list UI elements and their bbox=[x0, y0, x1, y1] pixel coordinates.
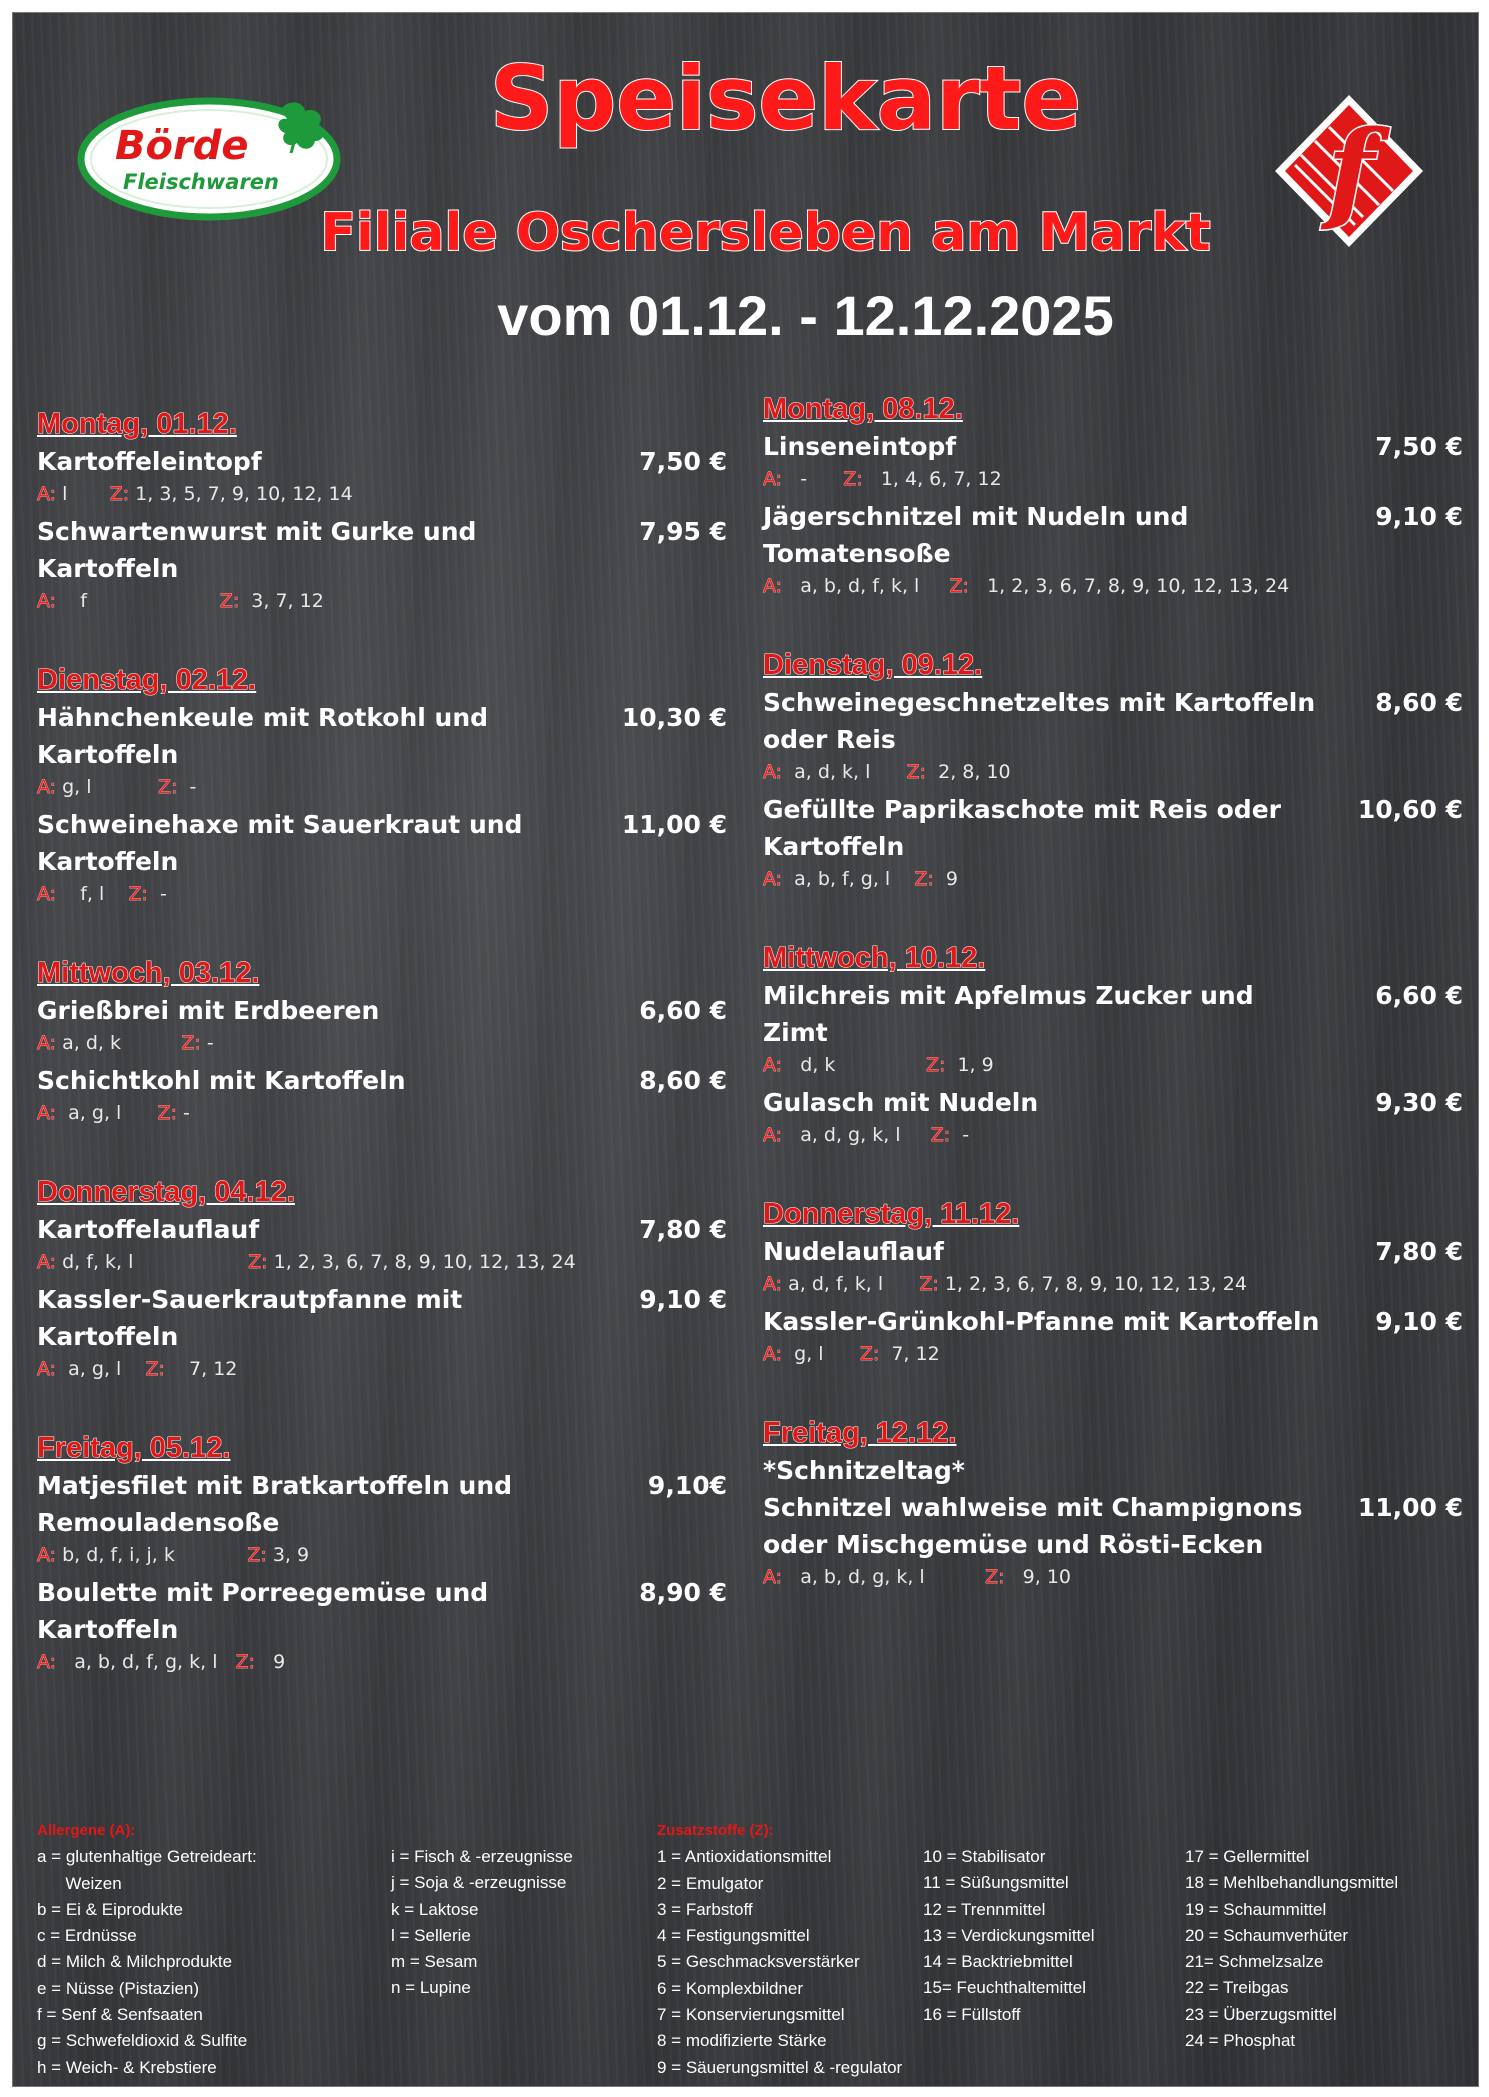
allergens-value: a, b, d, g, k, l bbox=[782, 1566, 986, 1588]
allergens-value: a, b, d, f, g, k, l bbox=[56, 1651, 236, 1673]
additives-value: - bbox=[200, 1032, 214, 1054]
additives-value: 9 bbox=[255, 1651, 286, 1673]
additives-value: - bbox=[176, 1102, 190, 1124]
additives-legend-col2 bbox=[923, 1844, 1193, 2028]
day-heading: Montag, 08.12. bbox=[763, 393, 963, 425]
svg-text:Fleischwaren: Fleischwaren bbox=[123, 170, 280, 194]
dish-item bbox=[763, 1084, 1463, 1121]
allergens-value: f, l bbox=[56, 883, 129, 905]
dish-item bbox=[763, 1452, 1463, 1489]
additives-value: 1, 3, 5, 7, 9, 10, 12, 14 bbox=[129, 483, 353, 505]
dish-codes bbox=[37, 480, 737, 509]
additives-label: Z: bbox=[925, 1054, 946, 1076]
dish-price: 6,60 € bbox=[1375, 981, 1463, 1010]
dish-item bbox=[763, 498, 1463, 572]
dish-name: *Schnitzeltag* bbox=[763, 1456, 965, 1485]
dish-item bbox=[37, 1062, 737, 1099]
dish-codes bbox=[763, 1121, 1463, 1150]
additives-label: Z: bbox=[145, 1358, 165, 1380]
additives-title: Zusatzstoffe (Z): bbox=[657, 1822, 774, 1839]
menu-board bbox=[12, 12, 1479, 2087]
dish-price: 10,60 € bbox=[1357, 795, 1463, 824]
additive-entry: 13 = Verdickungsmittel bbox=[923, 1925, 1095, 1945]
additive-entry: 8 = modifizierte Stärke bbox=[657, 2031, 827, 2051]
allergen-entry: k = Laktose bbox=[391, 1899, 479, 1919]
dish-name: Schwartenwurst mit Gurke und Kartoffeln bbox=[37, 517, 477, 583]
dish-item bbox=[763, 684, 1463, 758]
additives-value: 9 bbox=[933, 868, 958, 890]
dish-name: Gefüllte Paprikaschote mit Reis oder Kartoffeln bbox=[763, 795, 1281, 861]
allergen-entry: a = glutenhaltige Getreideart: bbox=[37, 1847, 257, 1867]
dish-name: Milchreis mit Apfelmus Zucker und Zimt bbox=[763, 981, 1254, 1047]
allergens-value: g, l bbox=[56, 776, 158, 798]
dish-name: Nudelauflauf bbox=[763, 1237, 944, 1266]
day-block bbox=[37, 664, 737, 909]
additive-entry: 2 = Emulgator bbox=[657, 1873, 764, 1893]
day-block bbox=[763, 649, 1463, 894]
additive-entry: 9 = Säuerungsmittel & -regulator bbox=[657, 2057, 903, 2077]
additives-value: 1, 4, 6, 7, 12 bbox=[862, 468, 1002, 490]
additive-entry: 23 = Überzugsmittel bbox=[1185, 2004, 1337, 2024]
additive-entry: 16 = Füllstoff bbox=[923, 2004, 1021, 2024]
day-heading: Montag, 01.12. bbox=[37, 408, 237, 440]
dish-item bbox=[763, 1489, 1463, 1563]
additives-label: Z: bbox=[906, 761, 927, 783]
day-heading: Dienstag, 09.12. bbox=[763, 649, 983, 681]
additive-entry: 15= Feuchthaltemittel bbox=[923, 1978, 1087, 1998]
allergen-entry: c = Erdnüsse bbox=[37, 1926, 137, 1946]
allergens-value: - bbox=[782, 468, 844, 490]
additives-label: Z: bbox=[219, 590, 240, 612]
allergens-value: a, d, f, k, l bbox=[782, 1273, 920, 1295]
dish-codes bbox=[763, 1340, 1463, 1369]
allergens-value: a, d, g, k, l bbox=[782, 1124, 931, 1146]
additive-entry: 3 = Farbstoff bbox=[657, 1899, 753, 1919]
additive-entry: 17 = Gellermittel bbox=[1185, 1847, 1310, 1866]
additives-value: 7, 12 bbox=[164, 1358, 238, 1380]
dish-codes bbox=[37, 773, 737, 802]
day-block bbox=[763, 1198, 1463, 1369]
additives-label: Z: bbox=[930, 1124, 951, 1146]
dish-name: Schweinehaxe mit Sauerkraut und Kartoffeln bbox=[37, 810, 523, 876]
allergens-label: A: bbox=[763, 468, 783, 490]
additives-value: 1, 2, 3, 6, 7, 8, 9, 10, 12, 13, 24 bbox=[968, 575, 1290, 597]
additive-entry: 20 = Schaumverhüter bbox=[1185, 1925, 1349, 1945]
dish-price: 10,30 € bbox=[621, 703, 727, 732]
allergens-label: A: bbox=[763, 575, 783, 597]
dish-name: Kassler-Grünkohl-Pfanne mit Kartoffeln bbox=[763, 1307, 1320, 1336]
allergen-entry: d = Milch & Milchprodukte bbox=[37, 1952, 233, 1972]
day-block bbox=[763, 942, 1463, 1150]
allergen-entry: g = Schwefeldioxid & Sulfite bbox=[37, 2031, 248, 2051]
f-logo bbox=[1271, 91, 1427, 251]
additives-label: Z: bbox=[157, 1102, 177, 1124]
allergen-entry: b = Ei & Eiprodukte bbox=[37, 1899, 184, 1919]
allergens-label: A: bbox=[37, 1358, 57, 1380]
allergens-value: g, l bbox=[782, 1343, 860, 1365]
dish-price: 9,10 € bbox=[1375, 502, 1463, 531]
allergens-value: b, d, f, i, j, k bbox=[56, 1544, 248, 1566]
allergen-entry: j = Soja & -erzeugnisse bbox=[391, 1873, 567, 1893]
day-block bbox=[37, 408, 737, 616]
svg-text:Börde: Börde bbox=[115, 123, 249, 169]
additives-label: Z: bbox=[157, 776, 178, 798]
allergen-entry: f = Senf & Senfsaaten bbox=[37, 2005, 203, 2025]
dish-price: 8,90 € bbox=[639, 1578, 727, 1607]
additives-value: 1, 2, 3, 6, 7, 8, 9, 10, 12, 13, 24 bbox=[938, 1273, 1247, 1295]
dish-item bbox=[37, 1574, 737, 1648]
allergens-label: A: bbox=[37, 1102, 57, 1124]
dish-codes bbox=[37, 1248, 737, 1277]
dish-codes bbox=[763, 572, 1463, 601]
day-heading: Donnerstag, 04.12. bbox=[37, 1176, 295, 1208]
dish-item bbox=[37, 513, 737, 587]
dish-codes bbox=[37, 587, 737, 616]
additives-label: Z: bbox=[914, 868, 934, 890]
allergens-label: A: bbox=[37, 1251, 57, 1273]
additives-value: 2, 8, 10 bbox=[926, 761, 1011, 783]
additive-entry: 1 = Antioxidationsmittel bbox=[657, 1847, 832, 1867]
date-range: vom 01.12. - 12.12.2025 bbox=[497, 284, 1114, 347]
additive-entry: 10 = Stabilisator bbox=[923, 1847, 1046, 1866]
dish-item bbox=[763, 791, 1463, 865]
dish-name: Matjesfilet mit Bratkartoffeln und Remouladensoße bbox=[37, 1471, 513, 1537]
dish-item bbox=[37, 1467, 737, 1541]
dish-price: 9,30 € bbox=[1375, 1088, 1463, 1117]
allergens-label: A: bbox=[37, 883, 57, 905]
dish-codes bbox=[37, 880, 737, 909]
dish-price: 11,00 € bbox=[1357, 1493, 1463, 1522]
dish-item bbox=[763, 1303, 1463, 1340]
dish-price: 8,60 € bbox=[1375, 688, 1463, 717]
dish-item bbox=[37, 1211, 737, 1248]
dish-price: 9,10 € bbox=[639, 1285, 727, 1314]
dish-codes bbox=[763, 865, 1463, 894]
allergens-value: f bbox=[56, 590, 220, 612]
dish-price: 11,00 € bbox=[621, 810, 727, 839]
day-block bbox=[763, 1417, 1463, 1592]
additive-entry: 5 = Geschmacksverstärker bbox=[657, 1952, 860, 1972]
dish-price: 9,10 € bbox=[1375, 1307, 1463, 1336]
dish-codes bbox=[37, 1648, 737, 1677]
allergens-value: a, b, d, f, k, l bbox=[782, 575, 950, 597]
allergens-value: a, g, l bbox=[56, 1102, 158, 1124]
dish-price: 7,95 € bbox=[639, 517, 727, 546]
additives-label: Z: bbox=[235, 1651, 256, 1673]
day-heading: Mittwoch, 10.12. bbox=[763, 942, 986, 974]
dish-price: 7,50 € bbox=[639, 447, 727, 476]
dish-codes bbox=[763, 1270, 1463, 1299]
additives-label: Z: bbox=[843, 468, 863, 490]
dish-price: 8,60 € bbox=[639, 1066, 727, 1095]
dish-codes bbox=[763, 1051, 1463, 1080]
allergens-label: A: bbox=[763, 868, 783, 890]
dish-item bbox=[37, 1281, 737, 1355]
allergen-entry: n = Lupine bbox=[391, 1978, 471, 1998]
additives-label: Z: bbox=[248, 1251, 268, 1273]
additives-legend-col1 bbox=[657, 1818, 937, 2081]
allergen-entry: l = Sellerie bbox=[391, 1925, 471, 1945]
day-heading: Freitag, 05.12. bbox=[37, 1432, 231, 1464]
dish-price: 7,80 € bbox=[1375, 1237, 1463, 1266]
additives-label: Z: bbox=[985, 1566, 1005, 1588]
dish-item bbox=[763, 428, 1463, 465]
additives-label: Z: bbox=[247, 1544, 267, 1566]
dish-name: Schweinegeschnetzeltes mit Kartoffeln oder Reis bbox=[763, 688, 1316, 754]
additive-entry: 14 = Backtriebmittel bbox=[923, 1952, 1073, 1972]
week2-column bbox=[763, 393, 1463, 1640]
allergens-value: a, d, k, l bbox=[782, 761, 907, 783]
dish-item bbox=[37, 699, 737, 773]
additives-value: - bbox=[147, 883, 167, 905]
additives-label: Z: bbox=[181, 1032, 201, 1054]
allergens-label: A: bbox=[763, 1343, 783, 1365]
allergen-entry: Weizen bbox=[37, 1873, 122, 1893]
additive-entry: 22 = Treibgas bbox=[1185, 1978, 1289, 1998]
allergens-label: A: bbox=[37, 1651, 57, 1673]
allergen-entry: m = Sesam bbox=[391, 1952, 478, 1972]
allergens-legend-col1 bbox=[37, 1818, 397, 2081]
allergens-value: l bbox=[56, 483, 110, 505]
dish-name: Kartoffeleintopf bbox=[37, 447, 262, 476]
allergens-legend-col2 bbox=[391, 1844, 631, 2002]
dish-item bbox=[37, 992, 737, 1029]
allergen-entry: e = Nüsse (Pistazien) bbox=[37, 1978, 200, 1998]
day-heading: Donnerstag, 11.12. bbox=[763, 1198, 1020, 1230]
dish-codes bbox=[763, 465, 1463, 494]
day-block bbox=[37, 1176, 737, 1384]
dish-item bbox=[37, 443, 737, 480]
allergens-label: A: bbox=[763, 1566, 783, 1588]
additive-entry: 4 = Festigungsmittel bbox=[657, 1926, 810, 1946]
additives-value: - bbox=[177, 776, 197, 798]
allergens-label: A: bbox=[763, 1054, 783, 1076]
allergen-entry: i = Fisch & -erzeugnisse bbox=[391, 1847, 573, 1866]
allergens-label: A: bbox=[37, 590, 57, 612]
dish-name: Kartoffelauflauf bbox=[37, 1215, 260, 1244]
dish-name: Grießbrei mit Erdbeeren bbox=[37, 996, 380, 1025]
dish-name: Linseneintopf bbox=[763, 432, 957, 461]
dish-codes bbox=[763, 1563, 1463, 1592]
dish-codes bbox=[37, 1355, 737, 1384]
allergens-label: A: bbox=[763, 761, 783, 783]
additives-legend-col3 bbox=[1185, 1844, 1479, 2054]
dish-item bbox=[763, 1233, 1463, 1270]
page-subtitle: Filiale Oschersleben am Markt bbox=[320, 203, 1211, 263]
allergens-label: A: bbox=[763, 1273, 783, 1295]
allergens-label: A: bbox=[763, 1124, 783, 1146]
dish-name: Hähnchenkeule mit Rotkohl und Kartoffeln bbox=[37, 703, 489, 769]
additives-value: 3, 7, 12 bbox=[239, 590, 324, 612]
allergens-label: A: bbox=[37, 1032, 57, 1054]
allergen-entry: h = Weich- & Krebstiere bbox=[37, 2057, 217, 2077]
week1-column bbox=[37, 408, 737, 1725]
dish-item bbox=[37, 806, 737, 880]
additives-value: - bbox=[950, 1124, 970, 1146]
dish-codes bbox=[763, 758, 1463, 787]
allergens-value: d, f, k, l bbox=[56, 1251, 249, 1273]
day-heading: Freitag, 12.12. bbox=[763, 1417, 957, 1449]
additives-label: Z: bbox=[949, 575, 969, 597]
allergens-label: A: bbox=[37, 483, 57, 505]
allergens-value: a, d, k bbox=[56, 1032, 182, 1054]
additive-entry: 19 = Schaummittel bbox=[1185, 1899, 1327, 1919]
page-title: Speisekarte bbox=[489, 47, 1082, 150]
additives-value: 1, 2, 3, 6, 7, 8, 9, 10, 12, 13, 24 bbox=[267, 1251, 576, 1273]
additive-entry: 21= Schmelzsalze bbox=[1185, 1952, 1324, 1972]
additive-entry: 18 = Mehlbehandlungsmittel bbox=[1185, 1873, 1399, 1893]
additive-entry: 7 = Konservierungsmittel bbox=[657, 2005, 845, 2025]
additives-value: 1, 9 bbox=[945, 1054, 994, 1076]
allergens-value: a, g, l bbox=[56, 1358, 146, 1380]
dish-price: 6,60 € bbox=[639, 996, 727, 1025]
additives-value: 7, 12 bbox=[879, 1343, 940, 1365]
allergens-label: A: bbox=[37, 1544, 57, 1566]
allergens-value: d, k bbox=[782, 1054, 926, 1076]
day-heading: Dienstag, 02.12. bbox=[37, 664, 257, 696]
dish-codes bbox=[37, 1029, 737, 1058]
dish-name: Kassler-Sauerkrautpfanne mit Kartoffeln bbox=[37, 1285, 463, 1351]
svg-text:f: f bbox=[1327, 106, 1375, 235]
additives-label: Z: bbox=[128, 883, 148, 905]
allergens-title: Allergene (A): bbox=[37, 1822, 136, 1839]
dish-name: Gulasch mit Nudeln bbox=[763, 1088, 1039, 1117]
additive-entry: 6 = Komplexbildner bbox=[657, 1978, 804, 1998]
day-block bbox=[763, 393, 1463, 601]
additive-entry: 24 = Phosphat bbox=[1185, 2031, 1296, 2051]
dish-price: 7,50 € bbox=[1375, 432, 1463, 461]
day-heading: Mittwoch, 03.12. bbox=[37, 957, 260, 989]
additives-value: 9, 10 bbox=[1004, 1566, 1071, 1588]
additives-label: Z: bbox=[109, 483, 130, 505]
dish-name: Jägerschnitzel mit Nudeln und Tomatensoße bbox=[763, 502, 1189, 568]
dish-codes bbox=[37, 1099, 737, 1128]
allergens-value: a, b, f, g, l bbox=[782, 868, 915, 890]
dish-price: 7,80 € bbox=[639, 1215, 727, 1244]
dish-name: Schichtkohl mit Kartoffeln bbox=[37, 1066, 406, 1095]
dish-price: 9,10€ bbox=[647, 1471, 727, 1500]
allergens-label: A: bbox=[37, 776, 57, 798]
additive-entry: 11 = Süßungsmittel bbox=[923, 1873, 1069, 1893]
day-block bbox=[37, 957, 737, 1128]
additives-label: Z: bbox=[919, 1273, 939, 1295]
dish-codes bbox=[37, 1541, 737, 1570]
dish-item bbox=[763, 977, 1463, 1051]
additives-label: Z: bbox=[859, 1343, 880, 1365]
additives-value: 3, 9 bbox=[266, 1544, 310, 1566]
dish-name: Schnitzel wahlweise mit Champignons oder Mischgemüse und Rösti-Ecken bbox=[763, 1493, 1303, 1559]
dish-name: Boulette mit Porreegemüse und Kartoffeln bbox=[37, 1578, 489, 1644]
day-block bbox=[37, 1432, 737, 1677]
additive-entry: 12 = Trennmittel bbox=[923, 1899, 1046, 1919]
